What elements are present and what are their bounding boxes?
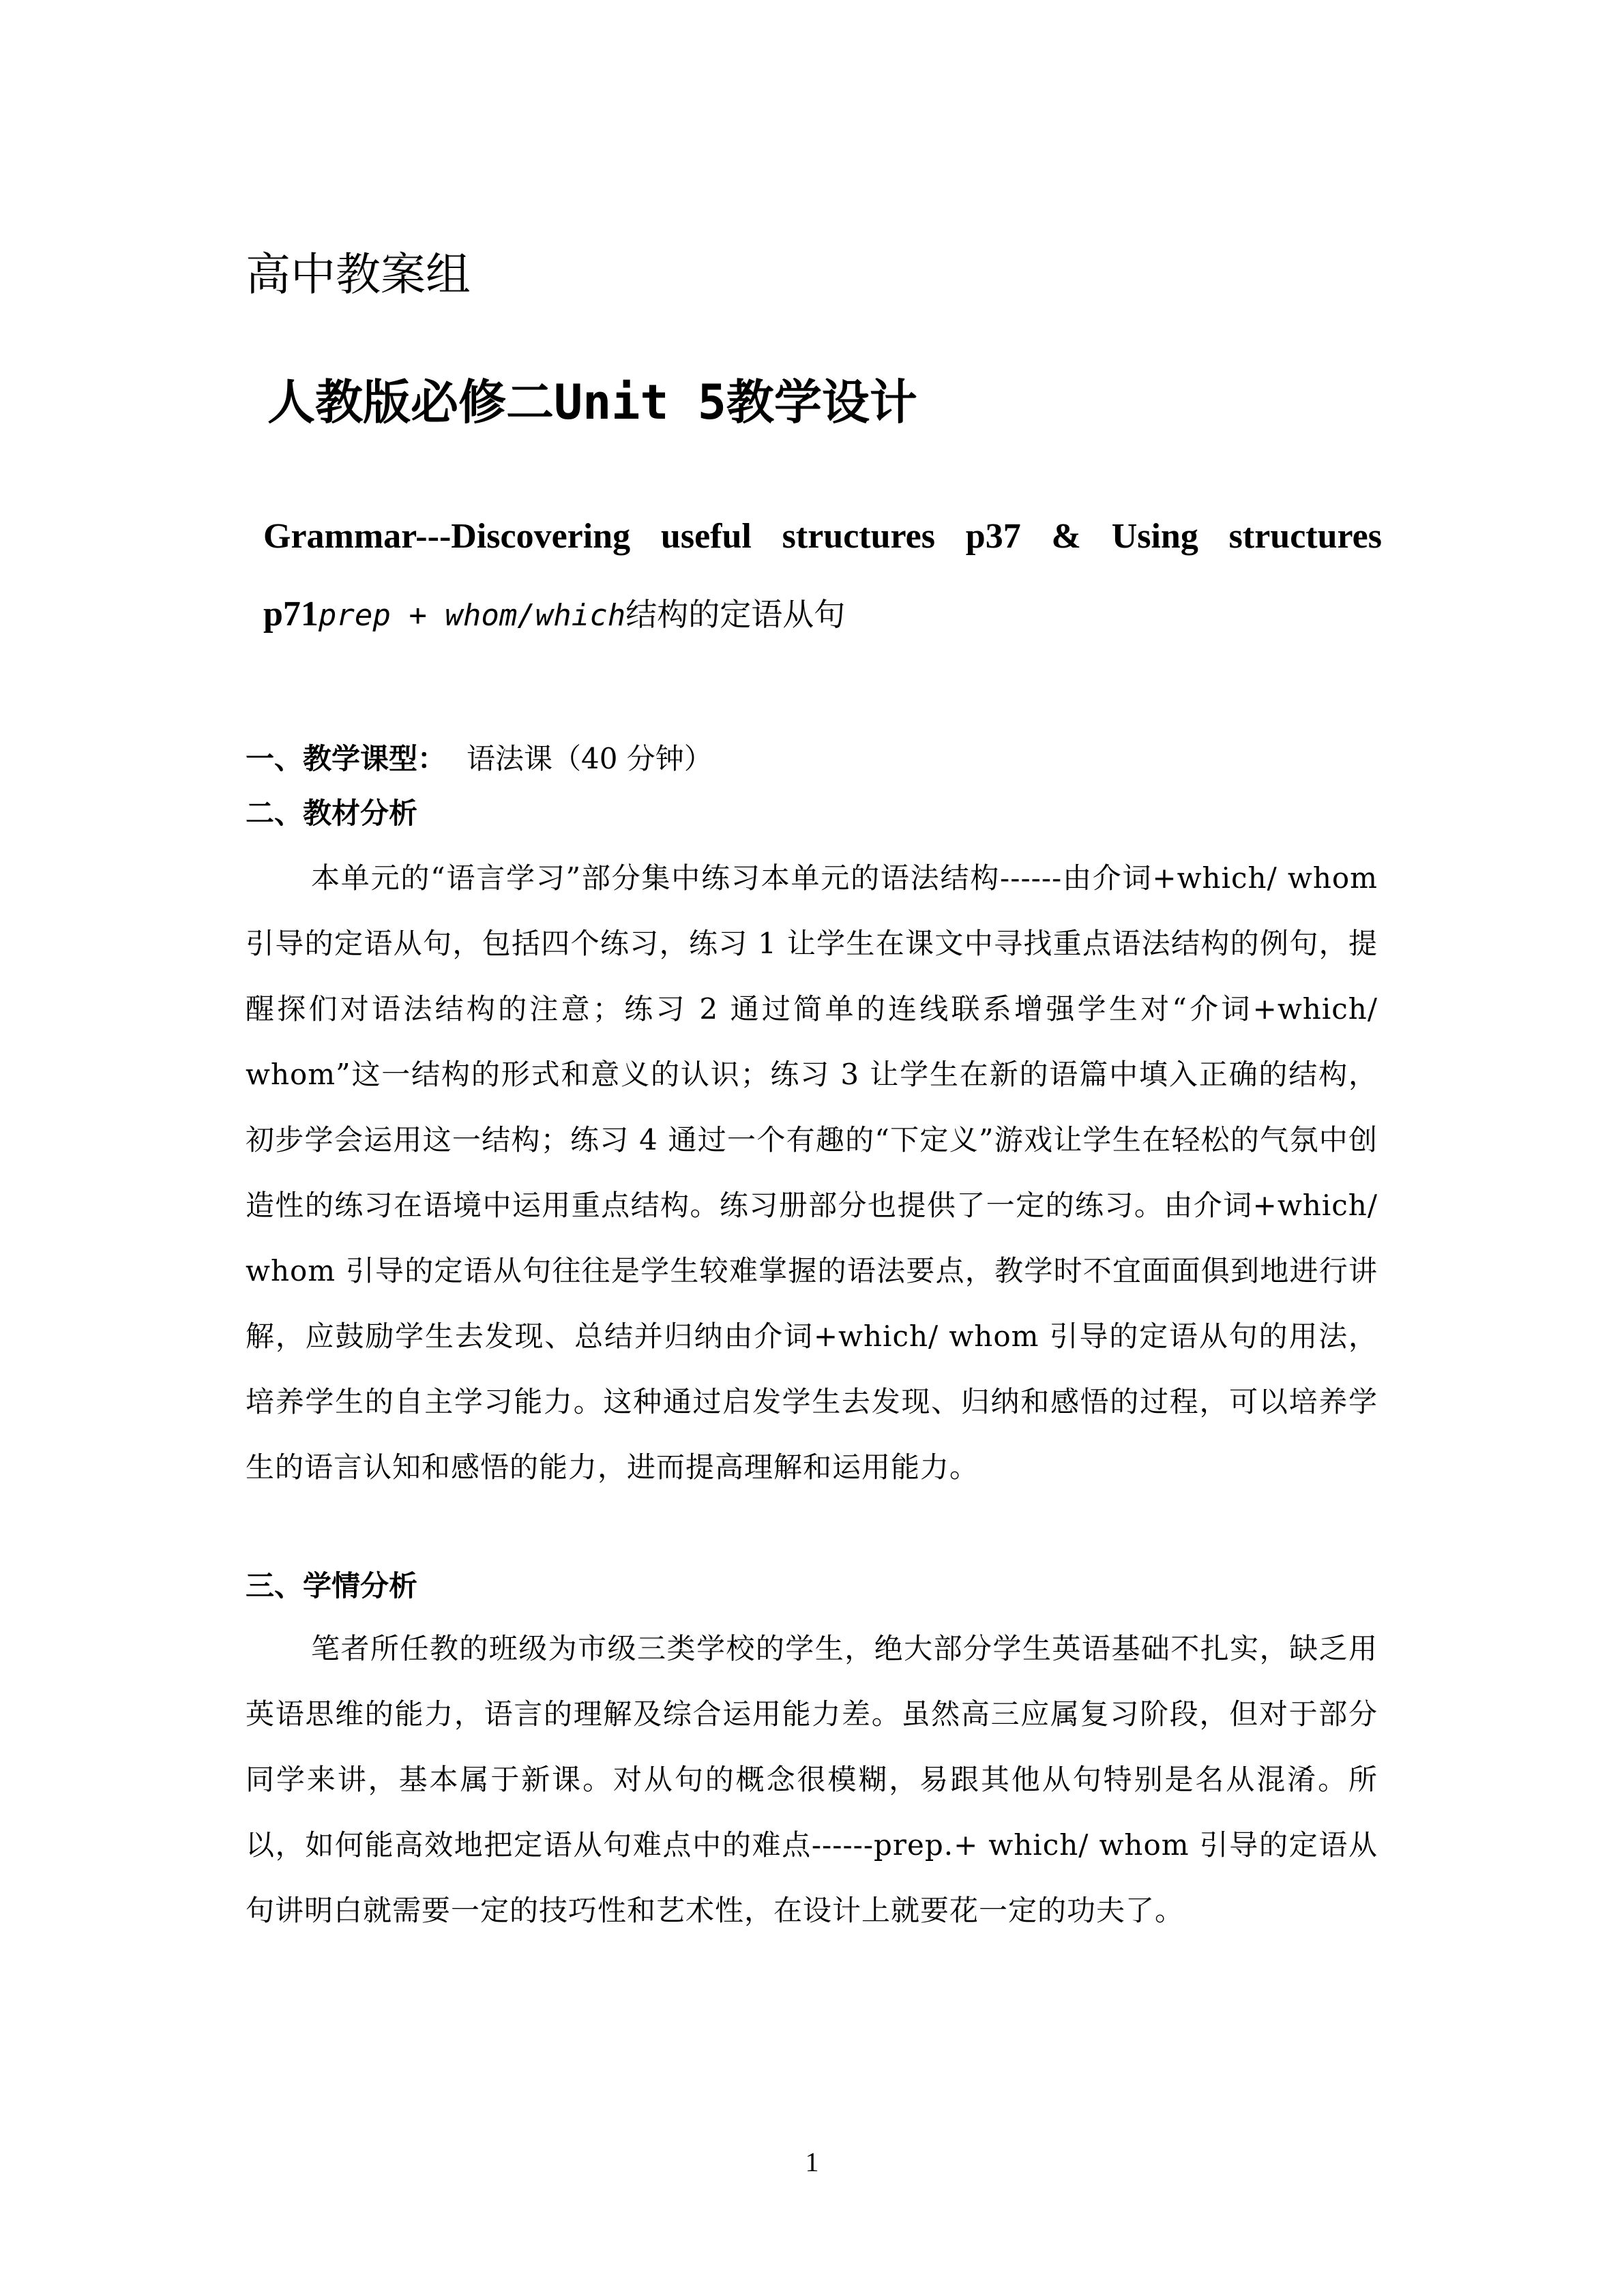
title-suffix: 教学设计 [726,374,917,430]
title-unit: Unit 5 [554,374,726,430]
subtitle-structure: prep + whom/which [318,598,626,633]
section-1-value: 语法课（40 分钟） [467,742,713,775]
group-name: 高中教案组 [246,248,471,301]
page-number: 1 [805,2147,819,2177]
subtitle-page-ref: p71 [263,595,319,633]
subtitle-line-2 [263,580,845,650]
subtitle-topic: 结构的定语从句 [625,596,846,633]
title-prefix: 人教版必修二 [267,374,554,430]
section-2-paragraph: 本单元的“语言学习”部分集中练习本单元的语法结构------由介词+which/ whom 引导的定语从句，包括四个练习，练习 1 让学生在课文中寻找重点语法结构的例句，提醒探们对语法结构的注意；练习 2 通过简单的连线联系增强学生对“介词+which/ whom”这一结构的形式和意义的认识；练习 3 让学生在新的语篇中填入正确的结构，初步学会运用这一结构；练习 4 通过一个有趣的“下定义”游戏让学生在轻松的气氛中创造性的练习在语境中运用重点结构。练习册部分也提供了一定的练习。由介词+which/ whom 引导的定语从句往往是学生较难掌握的语法要点，教学时不宜面面俱到地进行讲解，应鼓励学生去发现、总结并归纳由介词+which/ whom 引导的定语从句的用法，培养学生的自主学习能力。这种通过启发学生去发现、归纳和感悟的过程，可以培养学生的语言认知和感悟的能力，进而提高理解和运用能力。 [246,861,1378,1484]
section-1-label: 一、教学课型： [246,742,447,775]
section-2-heading: 二、教材分析 [246,796,418,830]
subtitle-line-1: Grammar---Discovering useful structures p37 & Using structures [263,517,1382,556]
section-3-heading: 三、学情分析 [246,1569,418,1602]
section-3-paragraph: 笔者所任教的班级为市级三类学校的学生，绝大部分学生英语基础不扎实，缺乏用英语思维的能力，语言的理解及综合运用能力差。虽然高三应属复习阶段，但对于部分同学来讲，基本属于新课。对从句的概念很模糊，易跟其他从句特别是名从混淆。所以，如何能高效地把定语从句难点中的难点------prep.+ which/ whom 引导的定语从句讲明白就需要一定的技巧性和艺术性，在设计上就要花一定的功夫了。 [246,1632,1378,1927]
document-title [267,368,917,436]
